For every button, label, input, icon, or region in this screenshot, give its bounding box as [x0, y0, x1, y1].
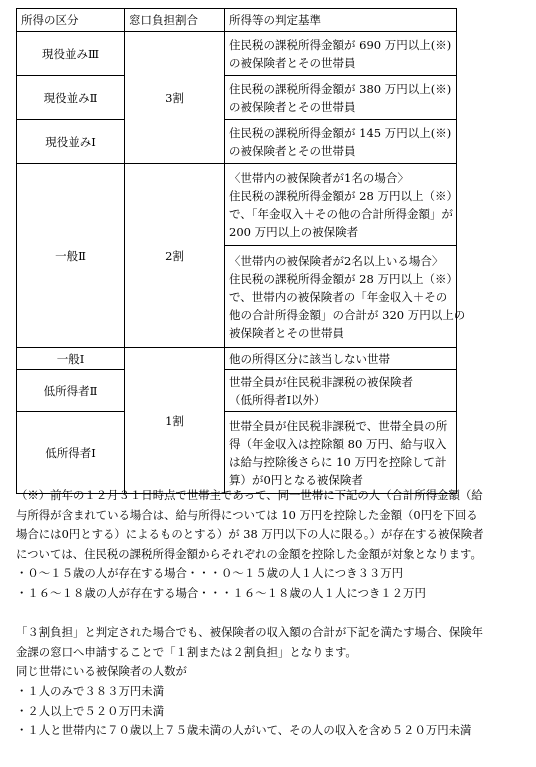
application-line: 金課の窓口へ申請することで「１割または２割負担」となります。 [16, 644, 357, 659]
footnote-line: 与所得が含まれている場合は、給与所得については 10 万円を控除した金額（0円を下回る [16, 507, 478, 522]
criteria-line: は給与控除後さらに 10 万円を控除して計 [229, 454, 447, 469]
table-row [17, 348, 457, 370]
category-cell: 低所得者Ⅱ [17, 370, 125, 412]
criteria-cell [225, 120, 457, 164]
category-cell: 低所得者Ⅰ [17, 412, 125, 494]
criteria-line: の被保険者とその世帯員 [229, 55, 356, 70]
category-cell: 現役並みⅠ [17, 120, 125, 164]
header-income-category: 所得の区分 [17, 9, 125, 32]
application-line: ・１人と世帯内に７０歳以上７５歳未満の人がいて、その人の収入を含め５２０万円未満 [16, 723, 472, 738]
category-cell: 現役並みⅢ [17, 32, 125, 76]
criteria-line: 世帯全員が住民税非課税で、世帯全員の所 [229, 418, 448, 433]
header-copay-rate: 窓口負担割合 [125, 9, 225, 32]
footnote-line: ・０～１５歳の人が存在する場合・・・０～１５歳の人１人につき３３万円 [16, 566, 404, 581]
income-category-table [16, 8, 466, 494]
criteria-cell [225, 370, 457, 412]
criteria-line: 被保険者とその世帯員 [229, 325, 344, 340]
criteria-cell [225, 348, 457, 370]
criteria-line: 住民税の課税所得金額が 690 万円以上(※) [229, 37, 452, 52]
category-cell: 一般Ⅰ [17, 348, 125, 370]
table-row [17, 164, 457, 246]
criteria-line: で、世帯内の被保険者の「年金収入＋その [229, 289, 448, 304]
criteria-cell [225, 76, 457, 120]
criteria-cell [225, 412, 457, 494]
criteria-line: 〈世帯内の被保険者が2名以上いる場合〉 [229, 253, 444, 268]
criteria-cell [225, 164, 457, 246]
footnote-line: ・１６～１８歳の人が存在する場合・・・１６～１８歳の人１人につき１２万円 [16, 585, 426, 600]
criteria-line: 住民税の課税所得金額が 28 万円以上（※） [229, 271, 458, 286]
table-header-row [17, 9, 457, 32]
criteria-cell [225, 246, 466, 348]
table-row [17, 76, 457, 120]
criteria-line: 住民税の課税所得金額が 145 万円以上(※) [229, 125, 452, 140]
criteria-line: 世帯全員が住民税非課税の被保険者 [229, 374, 413, 389]
table-row [17, 120, 457, 164]
table-row [17, 412, 457, 494]
header-criteria: 所得等の判定基準 [225, 9, 457, 32]
criteria-line: 他の所得区分に該当しない世帯 [229, 351, 390, 366]
criteria-line: 住民税の課税所得金額が 28 万円以上（※） [229, 188, 458, 203]
criteria-line: 200 万円以上の被保険者 [229, 224, 359, 239]
rate-cell: 3割 [125, 32, 225, 164]
application-line: 「３割負担」と判定された場合でも、被保険者の収入額の合計が下記を満たす場合、保険年 [16, 625, 484, 640]
application-line: 同じ世帯にいる被保険者の人数が [16, 664, 187, 679]
rate-cell: 2割 [125, 164, 225, 348]
criteria-line: （低所得者Ⅰ以外） [229, 392, 326, 407]
footnote-line: 場合には0円とする）によるものとする）が 38 万円以下の人に限る。）が存在する被保険者 [16, 527, 484, 542]
category-cell: 一般Ⅱ [17, 164, 125, 348]
criteria-line: 〈世帯内の被保険者が1名の場合〉 [229, 170, 409, 185]
table-row [17, 370, 457, 412]
criteria-line: の被保険者とその世帯員 [229, 143, 356, 158]
rate-cell: 1割 [125, 348, 225, 494]
paragraph-gap [16, 604, 526, 624]
criteria-line: 住民税の課税所得金額が 380 万円以上(※) [229, 81, 452, 96]
footnote-line: （※）前年の１２月３１日時点で世帯主であって、同一世帯に下記の人（合計所得金額（給 [16, 488, 483, 502]
application-line: ・２人以上で５２０万円未満 [16, 703, 165, 718]
table-row [17, 32, 457, 76]
criteria-line: 算）が0円となる被保険者 [229, 472, 363, 487]
footnote-line: については、住民税の課税所得金額からそれぞれの金額を控除した金額が対象となります。 [16, 546, 482, 561]
criteria-line: で、「年金収入＋その他の合計所得金額」が [229, 206, 454, 221]
criteria-line: 他の合計所得金額」の合計が 320 万円以上の [229, 307, 466, 322]
category-cell: 現役並みⅡ [17, 76, 125, 120]
criteria-line: の被保険者とその世帯員 [229, 99, 356, 114]
criteria-cell [225, 32, 457, 76]
criteria-line: 得（年金収入は控除額 80 万円、給与収入 [229, 436, 447, 451]
notes-section [16, 486, 526, 741]
application-line: ・１人のみで３８３万円未満 [16, 683, 165, 698]
